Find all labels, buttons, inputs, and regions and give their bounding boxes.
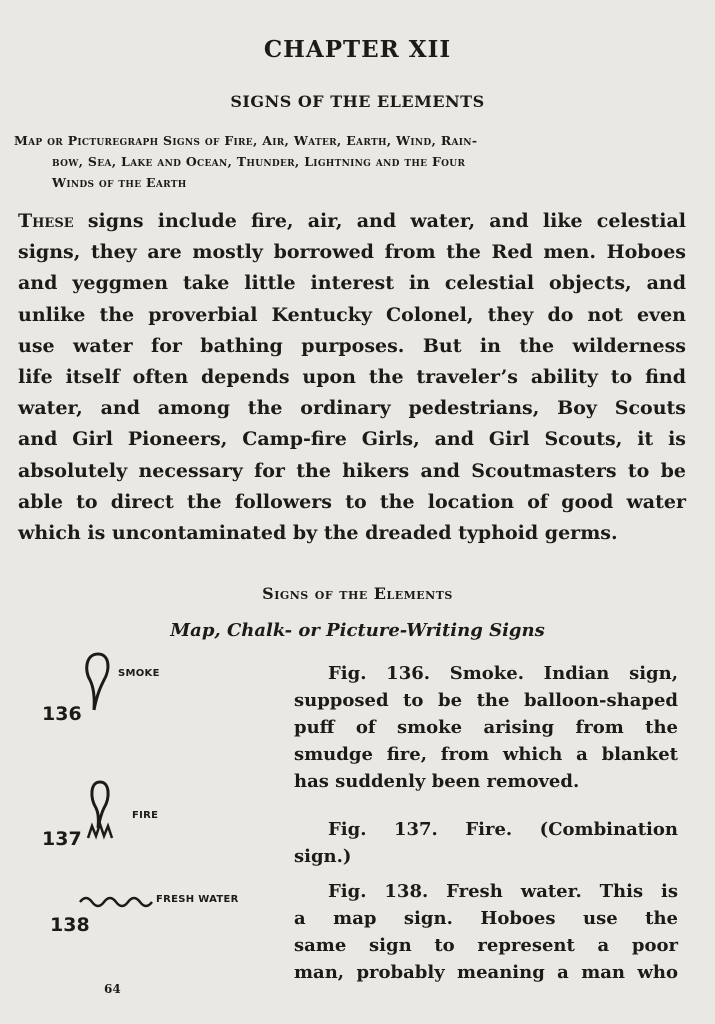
caption-line: man, probably meaning a man who: [294, 962, 678, 983]
fig-136-number: 136: [42, 703, 82, 725]
smoke-sign-icon: [78, 650, 118, 720]
body-line: life itself often depends upon the traveler’s ability to find: [18, 366, 686, 389]
section-heading: Signs of the Elements: [262, 584, 453, 603]
caption-line: supposed to be the balloon-shaped: [294, 690, 678, 711]
body-line: water, and among the ordinary pedestrians, Boy Scouts: [18, 397, 686, 420]
caption-line: Fig. 136. Smoke. Indian sign,: [328, 663, 678, 684]
subtitle-line-1: Map or Picturegraph Signs of Fire, Air, Water, Earth, Wind, Rain-: [14, 133, 478, 148]
section-subheading: Map, Chalk- or Picture-Writing Signs: [170, 620, 545, 641]
body-line: use water for bathing purposes. But in the wilderness: [18, 334, 686, 357]
fig-137-number: 137: [42, 828, 82, 850]
caption-line: sign.): [294, 846, 352, 867]
subtitle-line-2: bow, Sea, Lake and Ocean, Thunder, Lightning and the Four: [52, 154, 466, 169]
subtitle-line-3: Winds of the Earth: [52, 175, 187, 190]
fire-sign-icon: [84, 778, 124, 842]
chapter-heading: CHAPTER XII: [263, 36, 452, 63]
caption-line: Fig. 138. Fresh water. This is: [328, 881, 678, 902]
caption-line: has suddenly been removed.: [294, 771, 580, 792]
fresh-water-sign-icon: [78, 892, 158, 912]
body-line: absolutely necessary for the hikers and Scoutmasters to be: [18, 459, 686, 482]
fig-138-number: 138: [50, 914, 90, 936]
caption-line: a map sign. Hoboes use the: [294, 908, 678, 929]
body-line-1-text: signs include fire, air, and water, and like celestial: [87, 210, 686, 232]
chapter-subtitle: [14, 130, 704, 193]
fig-136-caption: [294, 660, 678, 795]
caption-line: same sign to represent a poor: [294, 935, 678, 956]
drop-lead-word: These: [18, 210, 74, 232]
body-line: able to direct the followers to the location of good water: [18, 490, 686, 513]
body-paragraph: [18, 206, 686, 549]
body-line: signs, they are mostly borrowed from the Red men. Hoboes: [18, 241, 686, 264]
chapter-title: SIGNS OF THE ELEMENTS: [230, 92, 485, 111]
fig-138-label: FRESH WATER: [156, 894, 239, 905]
body-line: unlike the proverbial Kentucky Colonel, they do not even: [18, 303, 686, 326]
body-line: which is uncontaminated by the dreaded typhoid germs.: [18, 522, 618, 545]
body-line: and Girl Pioneers, Camp-fire Girls, and Girl Scouts, it is: [18, 428, 686, 451]
body-line: and yeggmen take little interest in celestial objects, and: [18, 272, 686, 295]
fig-137-caption: [294, 816, 678, 870]
caption-line: Fig. 137. Fire. (Combination: [328, 819, 678, 840]
fig-138-caption: [294, 878, 678, 986]
body-line-1: [18, 206, 686, 237]
fig-136-label: SMOKE: [118, 668, 160, 679]
caption-line: puff of smoke arising from the: [294, 717, 678, 738]
page-number: 64: [104, 982, 121, 996]
fig-137-label: FIRE: [132, 810, 159, 821]
caption-line: smudge fire, from which a blanket: [294, 744, 678, 765]
